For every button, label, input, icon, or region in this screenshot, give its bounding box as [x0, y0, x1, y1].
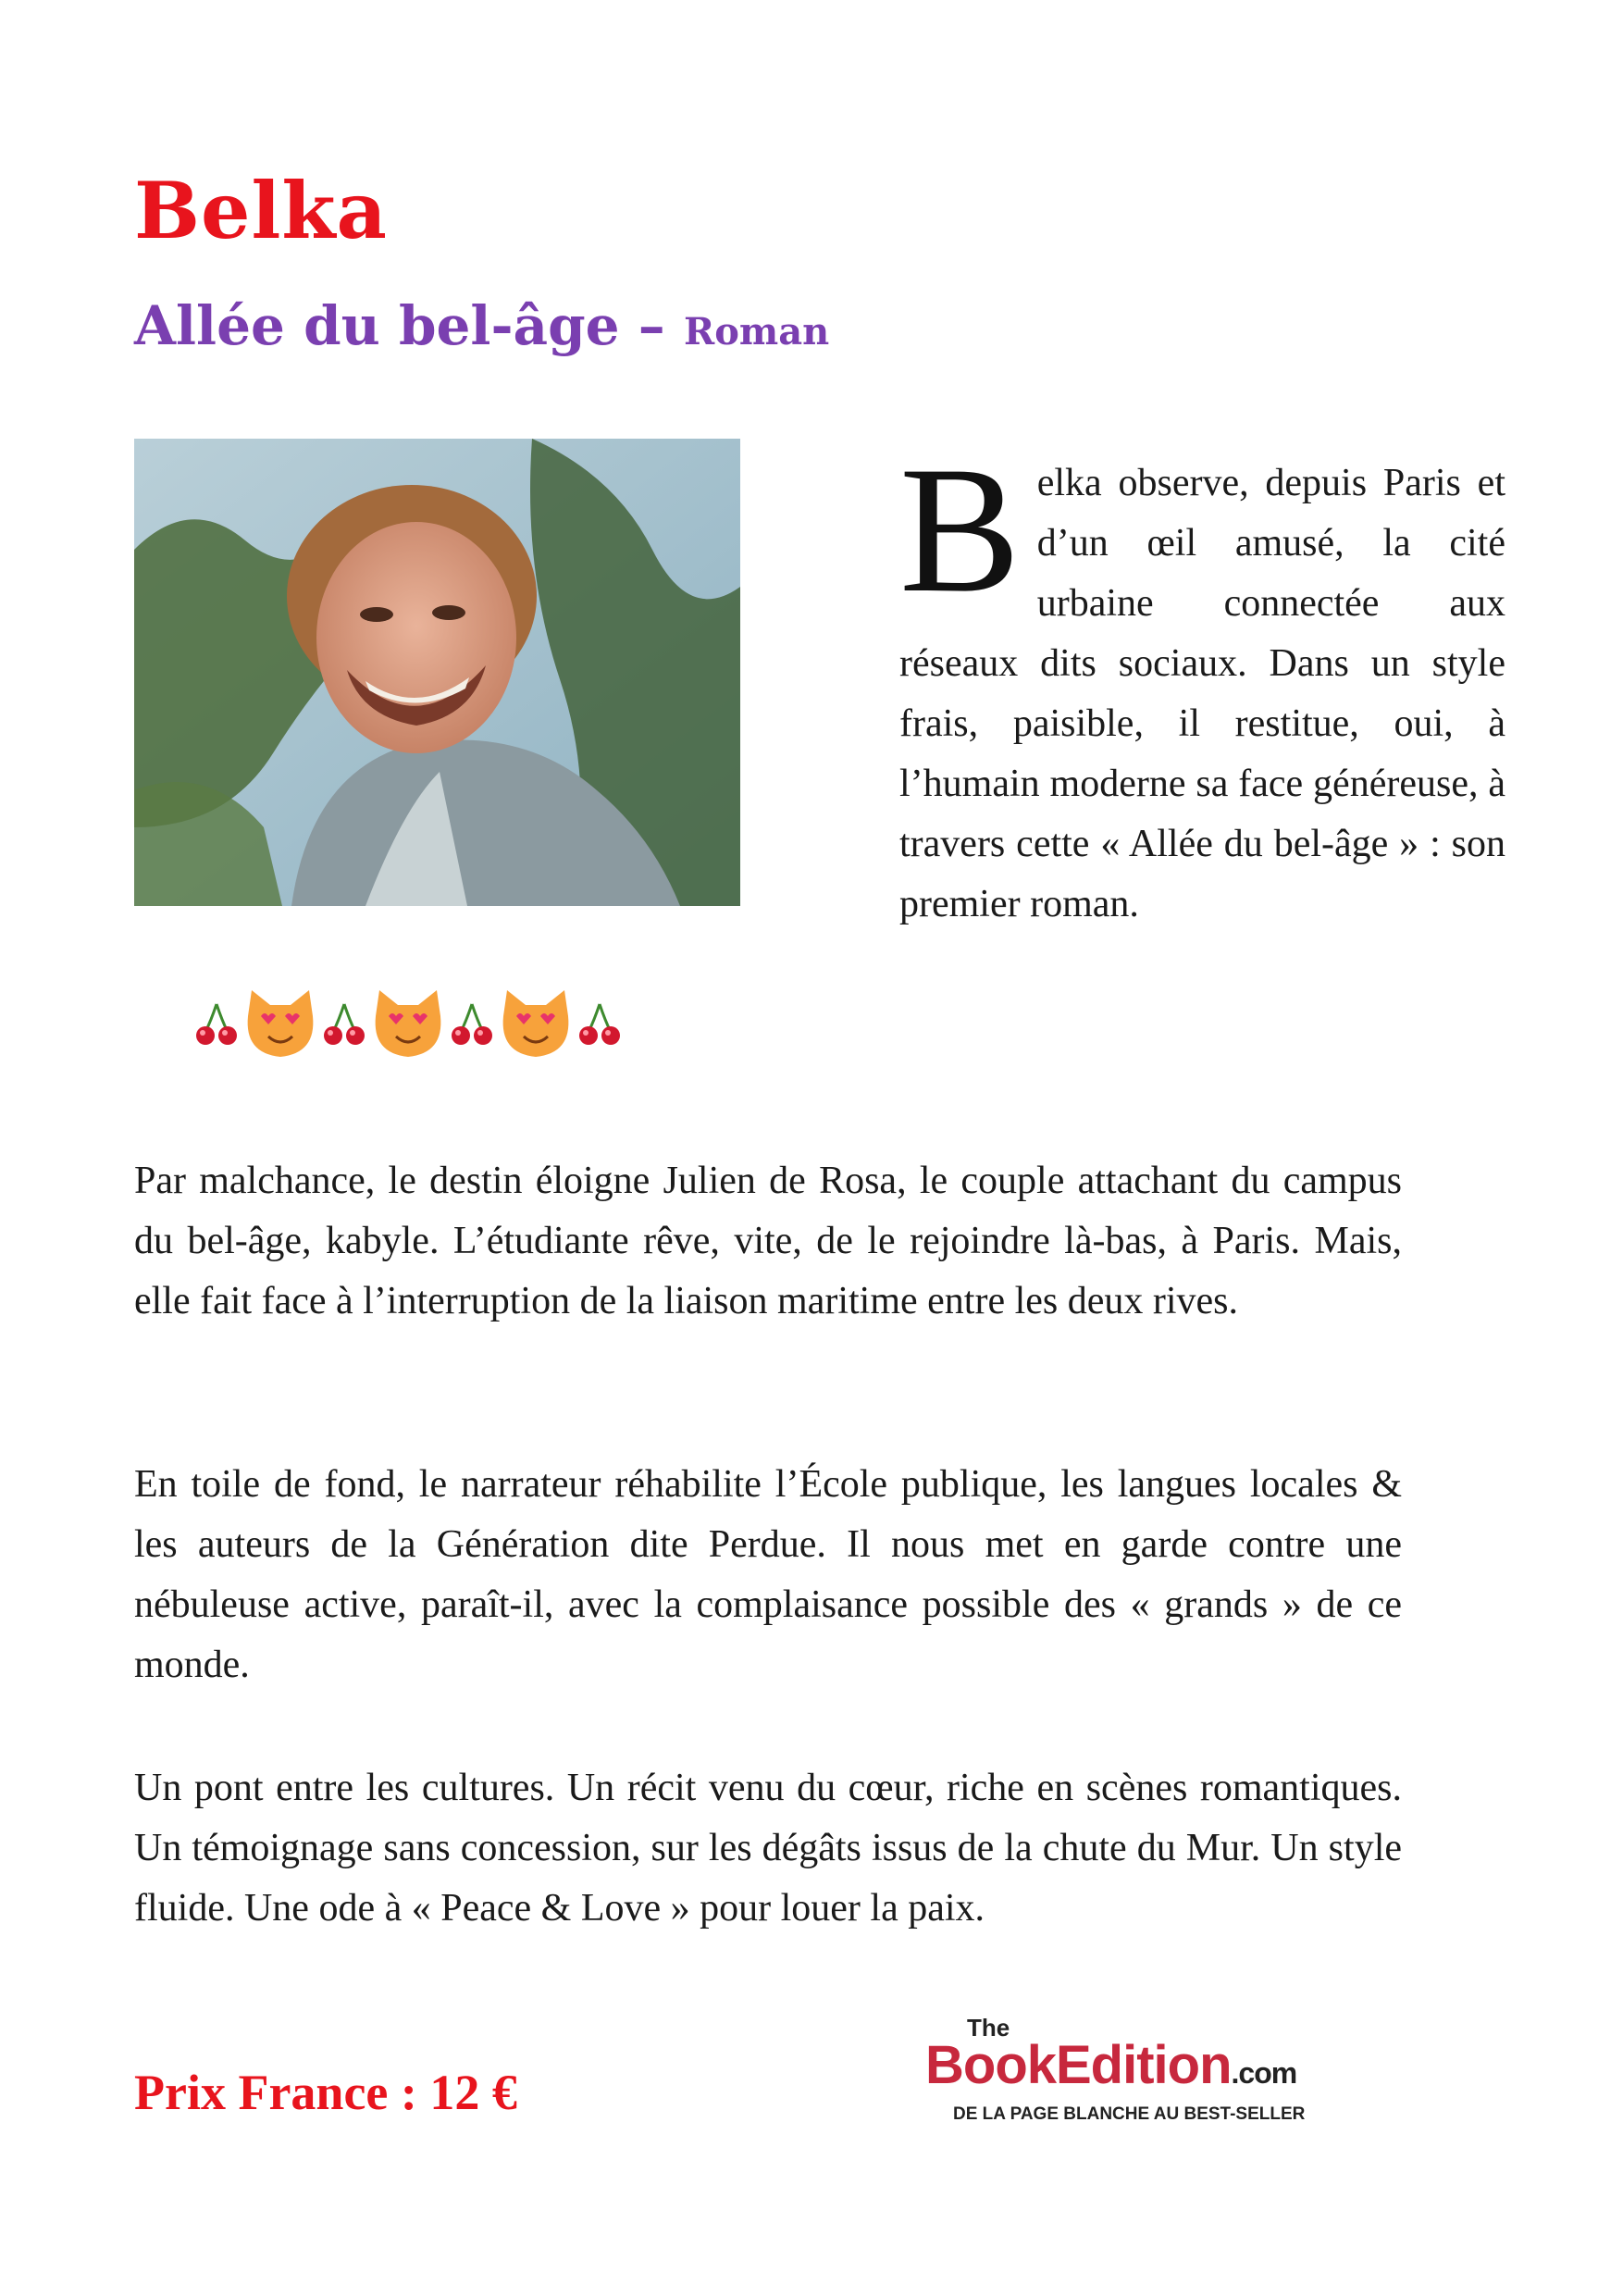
cherry-icon — [450, 1000, 494, 1049]
cherry-icon — [194, 1000, 239, 1049]
synopsis-paragraph-2: En toile de fond, le narrateur réhabilite l’École publique, les langues locales & les auteurs de la Génération dite Perdue. Il nous met en garde contre une nébuleuse active, paraît-il, avec la complaisance possible des « grands » de ce monde. — [134, 1463, 1402, 1686]
author-name: Belka — [134, 165, 388, 256]
logo-brand-name: BookEdition — [925, 2035, 1232, 2095]
heart-eyes-cat-icon — [370, 988, 446, 1061]
logo-the: The — [967, 2014, 1010, 2042]
intro-text: elka observe, depuis Paris et d’un œil amusé, la cité urbaine connectée aux réseaux dits sociaux. Dans un style frais, paisible, il restitue, oui, à l’humain moderne sa face généreuse, à travers cette « Allée du bel-âge » : son premier roman. — [899, 462, 1505, 925]
book-title-text: Allée du bel-âge – — [134, 294, 665, 357]
cherry-icon — [577, 1000, 622, 1049]
bookedition-logo — [925, 2014, 1306, 2134]
book-genre: Roman — [683, 310, 830, 354]
intro-paragraph — [899, 429, 1505, 935]
synopsis-paragraph-1: Par malchance, le destin éloigne Julien de Rosa, le couple attachant du campus du bel-âge, kabyle. L’étudiante rêve, vite, de le rejoindre là-bas, à Paris. Mais, elle fait face à l’interruption de la liaison maritime entre les deux rives. — [134, 1160, 1402, 1322]
price-label: Prix France : 12 € — [134, 2065, 517, 2120]
drop-cap: B — [899, 429, 1021, 630]
heart-eyes-cat-icon — [498, 988, 574, 1061]
book-title — [134, 294, 829, 357]
logo-brand — [925, 2034, 1296, 2096]
synopsis-paragraph-3: Un pont entre les cultures. Un récit venu du cœur, riche en scènes romantiques. Un témoignage sans concession, sur les dégâts issus de la chute du Mur. Un style fluide. Une ode à « Peace & Love » pour louer la paix. — [134, 1767, 1402, 1930]
cherry-icon — [322, 1000, 366, 1049]
emoji-decoration — [194, 988, 622, 1061]
heart-eyes-cat-icon — [242, 988, 318, 1061]
logo-tagline: DE LA PAGE BLANCHE AU BEST-SELLER — [953, 2104, 1306, 2124]
author-photo — [134, 439, 740, 906]
logo-domain: .com — [1231, 2056, 1297, 2090]
